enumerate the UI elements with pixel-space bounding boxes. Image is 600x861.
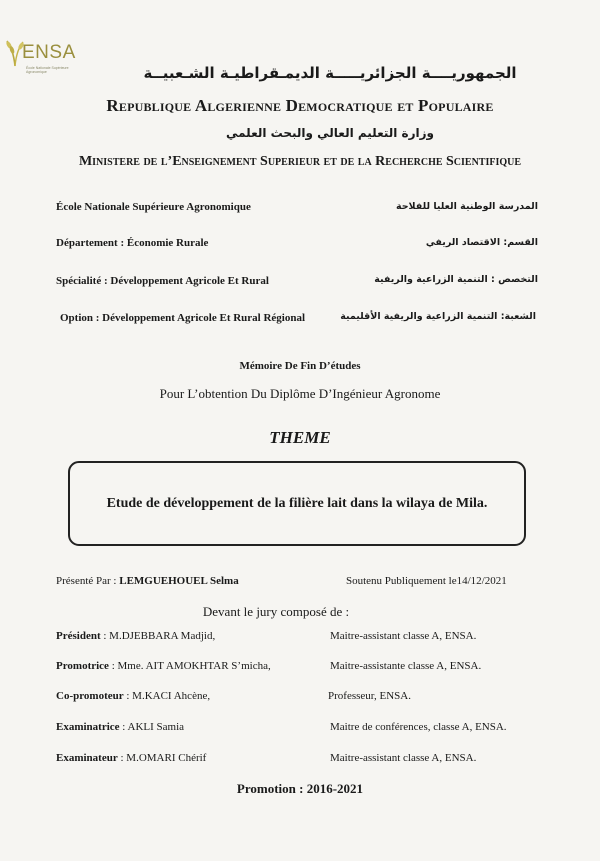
jury-name: : AKLI Samia (119, 721, 185, 733)
theme-title: Etude de développement de la filière lait dans la wilaya de Mila. (106, 495, 488, 511)
jury-member (56, 721, 184, 733)
theme-box (68, 461, 526, 546)
student-name: LEMGUEHOUEL Selma (119, 575, 239, 587)
logo-subtitle: École Nationale Supérieure Agronomique (26, 66, 69, 74)
jury-role: Examinatrice (56, 721, 120, 733)
jury-role: Co-promoteur (56, 690, 124, 702)
jury-member (56, 660, 271, 672)
diploma-line: Pour L’obtention Du Diplôme D’Ingénieur Agronome (159, 386, 441, 401)
defense-date: Soutenu Publiquement le14/12/2021 (346, 575, 507, 587)
jury-title: Maitre-assistante classe A, ENSA. (330, 660, 482, 672)
jury-name: : M.OMARI Chérif (117, 752, 207, 764)
jury-title: Maitre de conférences, classe A, ENSA. (330, 721, 507, 733)
jury-member (56, 752, 206, 764)
option-ar: الشعبة: التنمية الزراعية والريفية الأقليمية (340, 311, 536, 322)
arabic-republic-title: الجمهوريــــة الجزائريـــــة الديمـقراطيـة الشـعبيــة (143, 64, 517, 82)
jury-role: Promotrice (56, 660, 109, 672)
jury-role: Examinateur (56, 752, 118, 764)
specialty-ar: التخصص : التنمية الزراعية والريفية (374, 274, 538, 285)
memoire-heading: Mémoire De Fin D’études (239, 360, 361, 372)
jury-title: Maitre-assistant classe A, ENSA. (330, 630, 477, 642)
logo-text: ENSA (22, 42, 76, 63)
specialty-fr: Spécialité : Développement Agricole Et Rural (56, 275, 269, 287)
school-name-ar: المدرسة الوطنية العليا للفلاحة (395, 201, 538, 212)
jury-member (56, 690, 210, 702)
school-name-fr: École Nationale Supérieure Agronomique (56, 201, 251, 213)
arabic-ministry-title: وزارة التعليم العالي والبحث العلمي (225, 126, 435, 140)
promotion-years: Promotion : 2016-2021 (236, 781, 364, 796)
department-ar: القسم: الاقتصاد الريفي (425, 237, 538, 248)
jury-role: Président (56, 630, 101, 642)
jury-name: : Mme. AIT AMOKHTAR S’micha, (108, 660, 271, 672)
presented-label: Présenté Par : (56, 575, 120, 587)
french-republic-title: Republique Algerienne Democratique et Populaire (106, 96, 494, 115)
jury-intro: Devant le jury composé de : (202, 604, 350, 619)
french-ministry-title: Ministere de l’Enseignement Superieur et de la Recherche Scientifique (78, 154, 522, 169)
jury-name: : M.KACI Ahcène, (123, 690, 211, 702)
jury-name: : M.DJEBBARA Madjid, (100, 630, 216, 642)
presented-by (56, 575, 239, 587)
jury-title: Maitre-assistant classe A, ENSA. (330, 752, 477, 764)
department-fr: Département : Économie Rurale (56, 237, 209, 249)
theme-label: THEME (269, 428, 331, 447)
option-fr: Option : Développement Agricole Et Rural Régional (60, 312, 306, 324)
jury-member (56, 630, 215, 642)
jury-title: Professeur, ENSA. (328, 690, 411, 702)
